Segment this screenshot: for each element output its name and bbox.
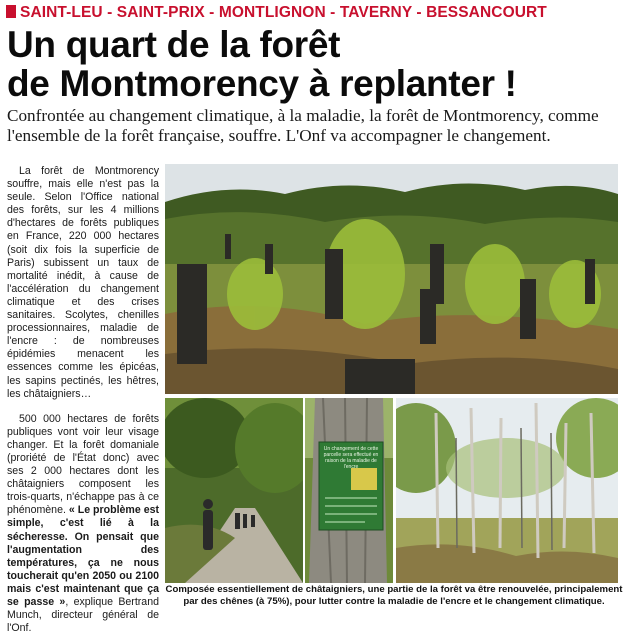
photo-tree-sign [305, 398, 393, 583]
photo-caption: Composée essentiellement de châtaigniers, une partie de la forêt va être renouvelée, principalement par des chênes (à 75%), pour lutter contre la maladie de l'encre et le changement climatique. [165, 584, 623, 607]
photo-thinned-image [396, 398, 618, 583]
photo-clearing-image [165, 164, 618, 394]
headline [7, 25, 635, 103]
tree-sign-text [320, 446, 382, 470]
headline-line-2: de Montmorency à replanter ! [7, 63, 517, 104]
body-paragraph-2-end: , explique Bertrand Munch, directeur général de l'Onf. [7, 596, 159, 635]
section-kicker [6, 4, 634, 24]
photo-forest-path [165, 398, 303, 583]
headline-line-1: Un quart de la forêt [7, 24, 341, 65]
photo-tree-image [305, 398, 393, 583]
photo-path-image [165, 398, 303, 583]
tree-sign-line-3: raison de la maladie de l'encre [325, 458, 377, 470]
photo-thinned-forest [396, 398, 618, 583]
kicker-text: SAINT-LEU - SAINT-PRIX - MONTLIGNON - TAVERNY - BESSANCOURT [20, 4, 547, 21]
body-paragraph-2-start: 500 000 hectares de forêts publiques vont voir leur visage changer. Et la forêt domaniale (proriété de l'État donc) avec ses 2 000 hectares dont les châtaigniers composent les trois-quarts, n'échappe pas à ce phénomène. [7, 412, 159, 517]
tree-sign-line-1: Un changement de cette [323, 446, 379, 452]
tree-sign-line-2: parcelle sera effectué en [323, 452, 379, 458]
body-quote: « Le problème est simple, c'est lié à la sécheresse. On pensait que l'augmentation des températures, ça ne nous toucherait qu'en 2050 ou 2100 mais c'est maintenant que ça se passe » [7, 504, 159, 608]
standfirst: Confrontée au changement climatique, à la maladie, la forêt de Montmorency, comme l'ensemble de la forêt française, souffre. L'Onf va accompagner le changement. [7, 106, 599, 145]
kicker-square-icon [6, 5, 16, 18]
photo-replanted-clearing [165, 164, 618, 394]
article-body [7, 165, 159, 635]
body-paragraph-2 [7, 413, 159, 636]
body-paragraph-1: La forêt de Montmorency souffre, mais elle n'est pas la seule. Selon l'Office national des forêts, sur les 4 millions d'hectares de forêts publiques en France, 220 000 hectares (soit dix fois la superficie de Paris) subissent un taux de mortalité inédit, à cause de l'accélération du changement climatique et des crises sanitaires. Scolytes, chenilles processionnaires, maladie de l'encre : de nombreuses épidémies menacent les essences comme les épicéas, les sapins pectinés, les hêtres, les châtaigniers… [7, 165, 159, 400]
